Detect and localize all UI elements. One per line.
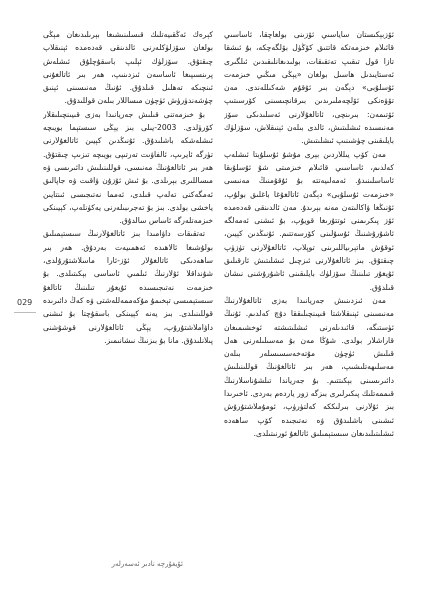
text-column-left xyxy=(43,28,213,524)
paragraph: مەن كۆپ يىللاردىن بېرى مۇشۇ ئۇسلۇبتا ئىشلەپ كەلدىم، ئاساسىي قائىلام خىزمىتى شۇ ئۇسلۇبقا ئاساسلىنىدۇ. ئەمەلىيەتتە بۇ ئۇقۇمنىڭ مەنىسى «خىزمەت ئۇسلۇبى» دېگەن ئاتالغۇغا باغلىق بولۇپ، ئۇنىڭغا ۋاكالىتەن مەنە بېرىدۇ. مەن ئالدىنقى قەدەمدە ئۆز پىكرىمنى ئوتتۇرىغا قويۇپ، بۇ ئىشنى ئەمەلگە ئاشۇرۇشنىڭ ئۇسۇلىنى كۆرسەتتىم. ئۇنىڭدىن كېيىن، ئوقۇش ماتېرىياللىرىنى توپلاپ، ئاتالغۇلارنى تۈزۈپ چىقتۇق. بىز ئاتالغۇلارنى ئىزچىل ئىشلىتىش ئارقىلىق ئۇيغۇر تىلىنىڭ سۆزلۈك بايلىقىنى ئاشۇرۇشنى نىشان قىلدۇق. xyxy=(224,149,394,292)
paragraph: تەتقىقات داۋامىدا بىز ئاتالغۇلارنىڭ سىستېمىلىق بولۇشىغا ئالاھىدە ئەھمىيەت بەردۇق. ھەر بىر ساھەدىكى ئاتالغۇلار ئۆز-ئارا ماسلاشتۇرۇلدى، شۇنداقلا ئۇلارنىڭ ئىلمىي ئاساسى بېكىتىلدى. بۇ خىزمەت نەتىجىسىدە ئۇيغۇر تىلىنىڭ ئاتالغۇ سىستېمىسى تېخىمۇ مۇكەممەللەشتى ۋە كەڭ دائىرىدە قوللىنىلدى. بىز يەنە كېيىنكى باسقۇچتا بۇ ئىشنى داۋاملاشتۇرۇپ، يېڭى ئاتالغۇلارنى قوشۇشنى پىلانلىدۇق. مانا بۇ بىزنىڭ نىشانىمىز. xyxy=(43,229,213,345)
paragraph: كېرەك ئەڭقىيەتلىك قىسلىنىشىغا بېرىلىدىغان مېڭى بولغان سۆزلۈكلەرنى ئالدىنقى قەدەمدە ئېنىقلاپ چىقتۇق. سۆزلۈك ئېلىپ باسقۇچلۇق ئىشلەش پرىنسىپىغا ئاساسەن ئىزدىنىپ، ھەر بىر ئاتالغۇنى ئىنچىكە تەھلىل قىلدۇق. ئۇنىڭ مەنىسىنى ئېنىق چۈشەندۈرۈش ئۈچۈن مىساللار بىلەن قوللىدۇق. xyxy=(43,30,213,106)
paragraph: مەن ئىزدىنىش جەريانىدا بەزى ئاتالغۇلارنىڭ مەنىسىنى ئېنىقلاشتا قىيىنچىلىققا دۇچ كەلدىم. ئۇنىڭ ئۈستىگە، قائىدىلەرنى ئىشلىتىشتە ئوخشىمىغان قاراشلار بولدى. شۇڭا مەن بۇ مەسىلىلەرنى ھەل قىلىش ئۈچۈن مۇتەخەسسىسلەر بىلەن مەسلىھەتلىشىپ، ھەر بىر ئاتالغۇنىڭ قوللىنىلىش دائىرىسىنى بېكىتتىم. بۇ جەرياندا تىلشۇناسلارنىڭ قىممەتلىك پىكىرلىرى بىزگە زور ياردەم بەردى. ئاخىرىدا بىز ئۇلارنى بىرلىككە كەلتۈرۈپ، ئومۇملاشتۇرۇش ئىشىنى باشلىدۇق ۋە نەتىجىدە كۆپ ساھەدە ئىشلىتىلىدىغان سىستېمىلىق ئاتالغۇ ئورنىتىلدى. xyxy=(224,295,394,438)
text-column-right xyxy=(224,28,394,528)
page-number-rule xyxy=(14,312,36,313)
running-footer: ئۇيغۇرچە نادىر ئەسەرلەر xyxy=(111,560,183,568)
page-number: 029 xyxy=(17,298,33,307)
paragraph: بۇ خىزمەتنى قىلىش جەريانىدا بەزى قىيىنچىلىقلار كۆرۈلدى. 2003-يىلى بىز يېڭى سىستېما بويىچە ئىشلەشكە باشلىدۇق. ئۇنىڭدىن كېيىن ئاتالغۇلارنى تۈرگە ئايرىپ، ئالفاۋىت تەرتىپى بويىچە تىزىپ چىقتۇق. ھەر بىر ئاتالغۇنىڭ مەنىسى، قوللىنىلىش دائىرىسى ۋە مىساللىرى بېرىلدى. بۇ ئىش ئۇزۇن ۋاقىت ۋە جاپالىق ئەمگەكنى تەلەپ قىلدى، ئەمما نەتىجىسى ئىنتايىن ياخشى بولدى. بىز بۇ تەجرىبىلەرنى يەكۈنلەپ، كېيىنكى خىزمەتلەرگە ئاساس سالدۇق. xyxy=(43,109,213,226)
paragraph: ئۆزبېكىستان ساياسىي ئۆزىنى بولغاچقا، ئاساسىي قائىلام خىزمەتكە قاتتىق كۆڭۈل بۆلگەچكە، بۇ ئىشقا تازا قول تىقىپ تەتقىقات، بولىدىغانلىقىدىن ئىلگىرى ئەستايىدىل ھاسىل بولغان «يېڭى مىڭىي خىزمەت ئۇسلۇبى» دېگەن بىر ئۇقۇم شەكىللەندى. مەن تۆۋەنكى ئۆلچەملىرىدىن بىرقانچىسىنى كۆرسىتىپ ئۆتىمەن: بىرىنچى، ئاتالغۇلارنى ئەسلىدىكى سۆز مەنىسىدە ئىشلىتىش، ئالدى بىلەن ئېنىقلاش، سۆزلۈك بايلىقىنى چۈشىنىپ ئىشلىتىش. xyxy=(224,30,394,146)
